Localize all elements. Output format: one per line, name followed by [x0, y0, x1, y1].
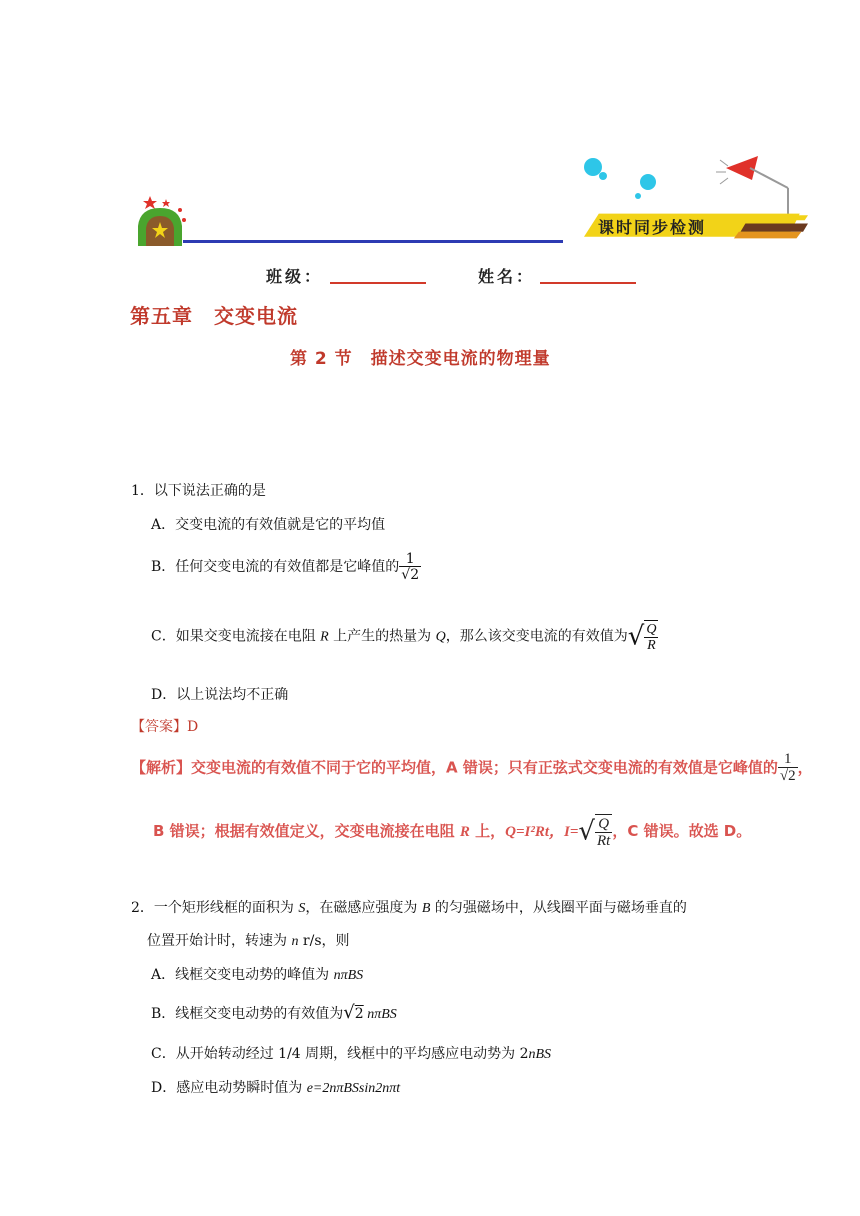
q1-option-b-radicand: 2 [410, 567, 420, 583]
q2-stem-mid: ，在磁感应强度为 [305, 900, 422, 916]
q1-analysis-post: ，C 错误。故选 D。 [612, 822, 752, 840]
q2-option-c-expr: nBS [528, 1047, 552, 1062]
q2-option-d-expr: e=2nπBSsin2nπt [306, 1081, 401, 1096]
q2-option-a-expr: nπBS [333, 968, 364, 983]
lamp-decoration-icon [570, 150, 800, 220]
q1-option-c-numerator: Q [646, 622, 657, 637]
q2-option-d-text: D．感应电动势瞬时值为 [151, 1080, 307, 1096]
name-field-underline[interactable] [540, 282, 636, 284]
q1-option-b-denominator: √2 [401, 567, 420, 583]
q1-analysis-formula: Q=I²Rt，I= [505, 824, 579, 840]
q1-option-c-Q: Q [435, 629, 446, 645]
q1-analysis-numerator: 1 [783, 751, 792, 767]
q1-option-b-fraction [399, 552, 421, 582]
header-banner [0, 0, 860, 290]
q1-analysis-R: R [459, 824, 470, 840]
q2-stem-2-pre: 位置开始计时，转速为 [147, 933, 292, 949]
q2-stem-S: S [298, 901, 306, 916]
q1-analysis-text-1: 【解析】交变电流的有效值不同于它的平均值，A 错误；只有正弦式交变电流的有效值是它峰值的 [131, 758, 778, 777]
section-title: 第 2 节 描述交变电流的物理量 [290, 349, 551, 369]
q1-option-c-mid: 上产生的热量为 [328, 628, 436, 645]
q1-option-c-sqrt: √ $\frac{Q}{R}$ [627, 621, 657, 653]
q1-analysis-sqrt-numerator: Q [598, 816, 610, 832]
q1-option-a: A．交变电流的有效值就是它的平均值 [151, 517, 386, 533]
banner-divider [183, 240, 563, 243]
q2-option-a-text: A．线框交变电动势的峰值为 [151, 967, 334, 983]
q1-option-c-post: ，那么该交变电流的有效值为 [445, 628, 628, 645]
q1-option-b [151, 552, 421, 582]
q2-option-c-text: C．从开始转动经过 1/4 周期，线框中的平均感应电动势为 2 [151, 1046, 529, 1062]
q1-option-b-text: B．任何交变电流的有效值都是它峰值的 [151, 559, 400, 575]
q1-analysis-text-2: B 错误；根据有效值定义，交变电流接在电阻 [153, 822, 460, 840]
q1-analysis-sqrt-denominator: Rt [597, 833, 611, 849]
chapter-title: 第五章 交变电流 [130, 304, 298, 328]
q2-option-b-radicand: 2 [354, 1006, 364, 1022]
q1-analysis-line-2 [153, 814, 751, 849]
q2-option-b-text: B．线框交变电动势的有效值为 [151, 1006, 344, 1022]
q2-stem-line-2 [147, 930, 350, 950]
banner-text: 课时同步检测 [598, 218, 707, 237]
q1-option-d: D．以上说法均不正确 [151, 687, 289, 703]
q1-option-c [151, 620, 658, 653]
q1-analysis-line-1 [131, 752, 813, 784]
star-badge-icon [136, 192, 190, 248]
name-label: 姓名： [478, 267, 536, 286]
q2-option-b [151, 1002, 397, 1023]
q1-analysis-fraction [778, 752, 798, 784]
q1-analysis-mid: 上， [469, 822, 506, 840]
q2-stem-post: 的匀强磁场中，从线圈平面与磁场垂直的 [430, 900, 687, 916]
class-label: 班级： [266, 267, 324, 286]
q2-option-c [151, 1043, 551, 1063]
q1-option-c-denominator: R [644, 637, 658, 653]
q2-stem-line-1 [131, 897, 687, 917]
q1-option-b-numerator: 1 [405, 551, 415, 567]
q2-option-b-expr: nπBS [363, 1007, 397, 1022]
q2-option-a [151, 964, 363, 984]
q1-option-c-R: R [320, 629, 329, 645]
q1-option-c-pre: C．如果交变电流接在电阻 [151, 628, 321, 645]
class-field-underline[interactable] [330, 282, 426, 284]
q2-option-d [151, 1077, 400, 1097]
q1-analysis-radicand: 2 [788, 768, 796, 784]
q1-analysis-denominator: √2 [779, 768, 796, 784]
q2-option-b-sqrt: √2 [343, 1002, 364, 1023]
q1-stem: 1．以下说法正确的是 [131, 483, 266, 499]
q1-analysis-end: ， [797, 758, 813, 777]
q2-stem-pre: 2．一个矩形线框的面积为 [131, 900, 299, 916]
q2-stem-B: B [421, 901, 431, 916]
q2-stem-2-post: r/s，则 [298, 933, 350, 949]
q1-answer: 【答案】D [131, 719, 199, 735]
q1-analysis-sqrt: √ $\frac{Q}{Rt}$ [578, 816, 611, 849]
q2-stem-2-n: n [291, 934, 299, 949]
